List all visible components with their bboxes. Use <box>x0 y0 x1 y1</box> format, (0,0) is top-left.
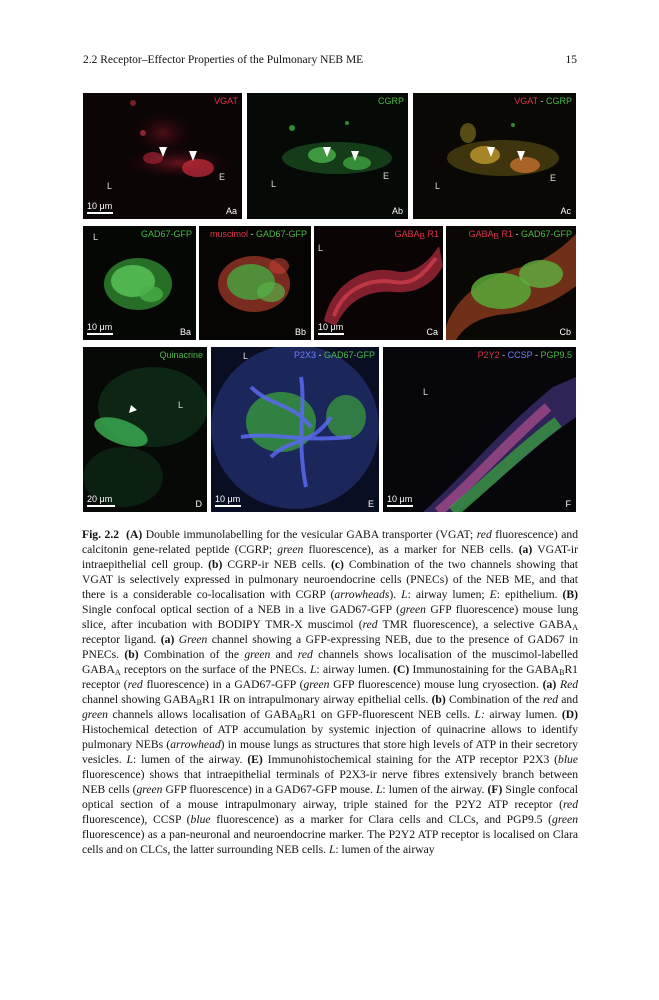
micrograph-muscimol-overlay <box>199 226 311 340</box>
running-title: 2.2 Receptor–Effector Properties of the Pulmonary NEB ME <box>83 54 364 66</box>
epithelium-label: E <box>383 171 390 181</box>
lumen-label: L <box>93 232 99 242</box>
lumen-label: L <box>178 400 184 410</box>
epithelium-label: E <box>550 173 557 183</box>
scale-bar <box>87 333 113 335</box>
panel-channel-label: P2X3 - GAD67-GFP <box>293 350 375 360</box>
panel-Cb <box>446 226 576 340</box>
panel-channel-label: VGAT - CGRP <box>514 96 572 106</box>
lumen-label: L <box>271 179 277 189</box>
panel-letter: E <box>367 499 374 509</box>
scale-bar-label: 20 μm <box>87 494 113 504</box>
panel-channel-label: GAD67-GFP <box>140 229 192 239</box>
scale-bar <box>87 505 115 507</box>
panel-Aa <box>83 93 242 219</box>
panel-F <box>383 347 576 512</box>
running-header <box>83 54 577 70</box>
panel-letter: Bb <box>294 327 306 337</box>
panel-letter: Aa <box>225 206 237 216</box>
page-number: 15 <box>565 54 577 66</box>
panel-letter: Cb <box>559 327 571 337</box>
panel-channel-label: P2Y2 - CCSP - PGP9.5 <box>477 350 572 360</box>
panel-channel-label: $GABA_B$ R1 - GAD67-GFP <box>468 229 572 241</box>
panel-letter: Ac <box>560 206 571 216</box>
panel-Ca <box>314 226 443 340</box>
panel-E <box>211 347 379 512</box>
scale-bar-label: 10 μm <box>87 322 113 332</box>
scale-bar <box>387 505 413 507</box>
panel-channel-label: $GABA_B$ R1 <box>394 229 439 241</box>
lumen-label: L <box>435 181 441 191</box>
panel-channel-label: VGAT <box>214 96 238 106</box>
micrograph-vgat-cgrp-overlay <box>413 93 576 219</box>
panel-channel-label: CGRP <box>377 96 404 106</box>
lumen-label: L <box>423 387 429 397</box>
lumen-label: L <box>107 181 113 191</box>
micrograph-cgrp <box>247 93 408 219</box>
panel-letter: Ca <box>426 327 438 337</box>
scale-bar-label: 10 μm <box>387 494 413 504</box>
scale-bar <box>215 505 241 507</box>
panel-Bb <box>199 226 311 340</box>
scale-bar <box>87 212 113 214</box>
figure-caption: Fig. 2.2 (A) Double immunolabelling for the vesicular GABA transporter (VGAT; red fluorescence) and calcitonin gene-related peptide (CGRP; green fluorescence), as a marker for NEB cells. (a) VGAT-ir intraepithelial cell group. (b) CGRP-ir NEB cells. (c) Combination of the two channels showing that VGAT is selectively expressed in pulmonary neuroendocrine cells (PNECs) of the NEB ME, and that there is a considerable co-localisation with CGRP (arrowheads). L: airway lumen; E: epithelium. (B) Single confocal optical section of a NEB in a live GAD67-GFP (green GFP fluorescence) mouse lung slice, after incubation with BODIPY TMR-X muscimol (red TMR fluorescence), a selective $GABA_A$ receptor ligand. (a) Green channel showing a GFP-expressing NEB, due to the presence of GAD67 in PNECs. (b) Combination of the green and red channels shows localisation of the muscimol-labelled $GABA_A$ receptors on the surface of the PNECs. L: airway lumen. (C) Immunostaining for the $GABA_BR1$ receptor (red fluorescence) in a GAD67-GFP (green GFP fluorescence) mouse lung cryosection. (a) Red channel showing $GABA_BR1$ IR on intrapulmonary airway epithelial cells. (b) Combination of the red and green channels allows localisation of $GABA_BR1$ on GFP-fluorescent NEB cells. L: airway lumen. (D) Histochemical detection of ATP accumulation by systemic injection of quinacrine allows to identify pulmonary NEBs (arrowhead) in mouse lungs as structures that store high levels of ATP in their secretory vesicles. L: lumen of the airway. (E) Immunohistochemical staining for the ATP receptor P2X3 (blue fluorescence) shows that intraepithelial terminals of P2X3-ir nerve fibres extensively branch between NEB cells (green GFP fluorescence) in a GAD67-GFP mouse. L: lumen of the airway. (F) Single confocal optical section of a mouse intrapulmonary airway, triple stained for the P2Y2 ATP receptor (red fluorescence), CCSP (blue fluorescence) as a marker for Clara cells and CLCs, and PGP9.5 (green fluorescence) as a pan-neuronal and neuroendocrine marker. The P2Y2 ATP receptor is localised on Clara cells and on CLCs, the latter surrounding NEB cells. L: lumen of the airway <box>82 528 579 856</box>
panel-letter: Ba <box>179 327 191 337</box>
lumen-label: L <box>243 351 249 361</box>
panel-Ac <box>413 93 576 219</box>
panel-Ab <box>247 93 408 219</box>
micrograph-quinacrine <box>83 347 207 512</box>
scale-bar-label: 10 μm <box>318 322 344 332</box>
panel-Ba <box>83 226 196 340</box>
panel-letter: D <box>195 499 202 509</box>
panel-letter: F <box>565 499 571 509</box>
panel-channel-label: Quinacrine <box>159 350 203 360</box>
lumen-label: L <box>318 243 324 253</box>
scale-bar-label: 10 μm <box>215 494 241 504</box>
scale-bar <box>318 333 344 335</box>
micrograph-p2y2-ccsp-pgp95 <box>383 347 576 512</box>
panel-D <box>83 347 207 512</box>
epithelium-label: E <box>219 172 226 182</box>
panel-channel-label: muscimol - GAD67-GFP <box>209 229 307 239</box>
panel-letter: Ab <box>391 206 403 216</box>
micrograph-p2x3-gad67 <box>211 347 379 512</box>
scale-bar-label: 10 μm <box>87 201 113 211</box>
micrograph-gabab-r1-overlay <box>446 226 576 340</box>
